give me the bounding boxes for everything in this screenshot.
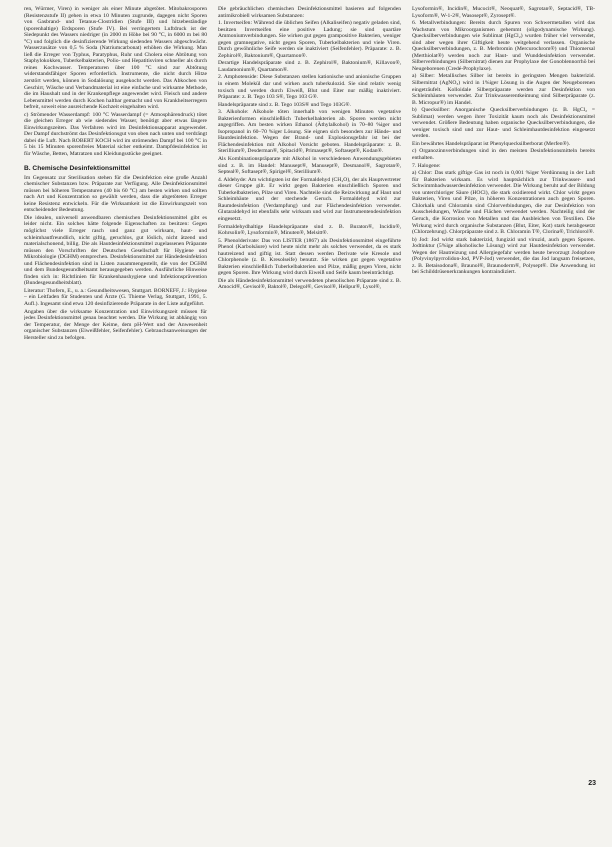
- paragraph: Die gebräuchlichen chemischen Desinfektionsmittel basieren auf folgenden antimikrobiell wirksamen Substanzen:: [218, 6, 401, 19]
- text-column-1: [24, 6, 207, 842]
- paragraph: b) Jod: Jod wirkt stark bakterizid, fungizid und viruzid, auch gegen Sporen. Jodtinktur (5%ige alkoholische Lösung) wird zur Hautdesinfektion verwendet. Wegen der Hautreizung und Allergiegefahr werden heute bevorzugt Jodophore (Polyvinylpyrrolidon-Jod, PVP-Jod) verwendet, die das Jod langsam freisetzen, z. B. Betaisodona®, Braunol®, Braunoderm®, Polysept®. Die Anwendung ist bei Schilddrüsenerkrankungen kontraindiziert.: [412, 236, 595, 276]
- paragraph: Als Kombinationspräparate mit Alkohol in verschiedenen Anwendungsgebieten sind z. B. im Handel: Manusept®, Manusept®, Desmanol®, Sagrotan®, Septeal®, Softasept®, Spirigel®, Sterillium®.: [218, 156, 401, 176]
- paragraph: Handelspräparate sind z. B. Tego 103S® und Tego 103G®.: [218, 101, 351, 108]
- spacer: [24, 159, 207, 163]
- text-column-2: [218, 6, 401, 842]
- paragraph: 4. Aldehyde: Am wichtigsten ist der Formaldehyd (CH₂O), der als Hauptvertreter dieser Gruppe gilt. Er wirkt gegen Bakterien einschließlich Sporen und Tuberkelbakterien, Pilze und Viren. Nachteile sind die Reizwirkung auf Haut und Schleimhäute und der stechende Geruch. Formaldehyd wird zur Raumdesinfektion (Verdampfung) und zur Flächendesinfektion verwendet. Glutaraldehyd ist ebenfalls sehr wirksam und wird zur Instrumentendesinfektion eingesetzt.: [218, 176, 401, 222]
- paragraph: 3. Alkohole: Alkohole töten innerhalb von wenigen Minuten vegetative Bakterienformen einschließlich Tuberkelbakterien ab. Sporen werden nicht angegriffen. Am besten wirken Ethanol (Äthylalkohol) in 70–80 %iger und Isopropanol in 60–70 %iger Lösung. Sie eignen sich besonders zur Hände- und Hautdesinfektion. Wegen der Brand- und Explosionsgefahr ist bei der Flächendesinfektion mit Alkohol Vorsicht geboten. Handelspräparate: z. B. Sterillium®, Desderman®, Spitacid®, Primasept®, Softasept®, Kodan®.: [218, 109, 401, 155]
- section-heading: B. Chemische Desinfektionsmittel: [24, 164, 131, 172]
- paragraph: b) Quecksilber: Anorganische Quecksilberverbindungen (z. B. HgCl₂ = Sublimat) werden wegen ihrer Toxizität kaum noch als Desinfektionsmittel verwendet. Größere Bedeutung haben organische Quecksilberverbindungen, die weniger toxisch sind und zur Haut- und Schleimhautdesinfektion eingesetzt werden.: [412, 107, 595, 140]
- paragraph: 5. Phenolderivate: Das von LISTER (1867) als Desinfektionsmittel eingeführte Phenol (Karbolsäure) wird heute nicht mehr als solches verwendet, da es stark hautreizend und giftig ist. Statt dessen werden Derivate wie Kresole und Chlorphenole (z. B. Kresolseife) benutzt. Sie wirken gut gegen vegetative Bakterien einschließlich Tuberkelbakterien und Pilze, mäßig gegen Viren, nicht gegen Sporen. Ihre Wirkung wird durch Eiweiß und Seife kaum beeinträchtigt.: [218, 237, 401, 277]
- paragraph: 1. Invertseifen: Während die üblichen Seifen (Alkaliseifen) negativ geladen sind, besitzen Invertseifen eine positive Ladung; sie sind quartäre Ammoniumverbindungen. Sie wirken gut gegen grampositive Bakterien, weniger gegen gramnegative, nicht gegen Sporen, Tuberkelbakterien und viele Viren. Durch gewöhnliche Seife werden sie inaktiviert (Seifenfehler). Präparate: z. B. Zephirol®, Baktonium®, Quartamon®.: [218, 20, 401, 59]
- paragraph: Literatur: Thofern, E., u. a.: Gesundheitswesen, Stuttgart. BORNEFF, J.: Hygiene – ein Leitfaden für Studenten und Ärzte (G. Thieme Verlag, Stuttgart, 1991, 5. Aufl.). Ingesamt sind etwa 120 desinfizierende Präparate in der Liste aufgeführt.: [24, 287, 207, 307]
- paragraph: ren, Würmer, Viren) in weniger als einer Minute abgetötet. Mitobakrosporen (Resistenzstufe II) gehen in etwa 10 Minuten zugrunde, dagegen nicht Sporen von Gasbrand- und Tetanus-Clostridien (Stufe III) und hitzebeständige (sporenhaltige) Erdsporen (Stufe IV). Bei verringertem Luftdruck ist der Siedepunkt des Wassers niedriger (in 2000 m Höhe bei 90 °C, in 6000 m bei 80 °C) und folglich die desinfizierende Wirkung siedenden Wassers abgeschwächt. Wasserzusätze von 0,5 % Soda (Natriumcarbonat) erhöhen die Wirkung. Man ließ die Erreger von Typhus, Paratyphus, Ruhr und Cholera eine Abtötung von Staphylokokken, Tuberkelbakterien, Polio- und Hepatitisviren schneller als durch reines Kochwasser. Temperaturen über 100 °C sind zur Abtötung widerstandsfähiger Sporen erforderlich. Instrumente, die nicht durch Hitze zerstört werden, können in Sodalösung ausgekocht werden. Das Abkochen von Geschirr, Wäsche und Verbandmaterial ist eine einfache und wirksame Methode, die im Haushalt und in der Krankenpflege angewendet wird. Fleisch und andere Lebensmittel werden durch Kochen haltbar gemacht und von Krankheitserregern befreit, soweit eine ausreichende Kochzeit eingehalten wird.: [24, 6, 207, 111]
- paragraph: 7. Halogene:: [412, 162, 441, 169]
- paragraph: c) Strömender Wasserdampf: 100 °C Wasserdampf (= Atmosphärendruck) tötet die gleichen Erreger ab wie siedendes Wasser, benötigt aber etwas längere Einwirkungszeiten. Das Verfahren wird im Desinfektionsapparat angewendet. Der Dampf durchströmt das Desinfektionsgut von oben nach unten und verdrängt dabei die Luft. Nach ROBERT KOCH wird im strömenden Dampf bei 100 °C in 5 bis 15 Minuten sporenfreies Material sicher entkeimt. Dampfdesinfektion ist für Wäsche, Betten, Matratzen und Kleidungsstücke geeignet.: [24, 111, 207, 158]
- paragraph: Derartige Handelspräparate sind z. B. Zephirol®, Baktonium®, Killavon®, Laudamonium®, Quartamon®.: [218, 60, 401, 73]
- paragraph: a) Silber: Metallisches Silber ist bereits in geringsten Mengen bakterizid. Silbernitrat (AgNO₃) wird in 1%iger Lösung in die Augen der Neugeborenen eingeträufelt. Kolloidale Silberpräparate werden zur Desinfektion von Schleimhäuten verwendet. Zur Trinkwasserentkeimung sind Silberpräparate (z. B. Micropur®) im Handel.: [412, 73, 595, 106]
- page-number: 23: [588, 780, 596, 787]
- paragraph: Formaldehydhaltige Handelspräparate sind z. B. Buraton®, Incidin®, Kohrsolin®, Lysoformin®, Minuten®, Melsitt®.: [218, 223, 401, 237]
- paragraph: Ein bewährtes Handelspräparat ist Phenylquecksilberborat (Merfen®).: [412, 140, 571, 147]
- paragraph: 6. Metallverbindungen: Bereits durch Spuren von Schwermetallen wird das Wachstum von Mikroorganismen gehemmt (oligodynamische Wirkung). Quecksilberverbindungen wie Sublimat (HgCl₂) wurden früher viel verwendet, sind aber wegen ihrer Giftigkeit heute weitgehend verlassen. Organische Quecksilberverbindungen, z. B. Merbromin (Mercurochrom®) und Thiomersal (Merthiolat®) werden noch zur Haut- und Wunddesinfektion verwendet. Silberverbindungen (Silbernitrat) dienen zur Prophylaxe der Gonoblennorrhö bei Neugeborenen (Credé-Prophylaxe).: [412, 20, 595, 72]
- text-column-3: [412, 6, 595, 842]
- paragraph: Lysoformin®, Incidin®, Mucocit®, Neoquat®, Sagrotan®, Septacid®, TB-Lysoform®, W-1-2®, Wasosept®, Zyrosept®.: [412, 6, 595, 19]
- paragraph: Angaben über die wirksame Konzentration und Einwirkungszeit müssen für jedes Desinfektionsmittel genau beachtet werden. Die Wirkung ist abhängig von der Temperatur, der Menge der Keime, dem pH-Wert und der Anwesenheit organischer Substanzen (Eiweißfehler, Seifenfehler). Gebrauchsanweisungen der Hersteller sind zu befolgen.: [24, 308, 207, 341]
- paragraph: 2. Amphotenside: Diese Substanzen stellen kationische und anionische Gruppen in einem Molekül dar und wirken auch tuberkulozid. Sie sind relativ wenig toxisch und werden durch Eiweiß, Blut und Eiter nur mäßig inaktiviert. Präparate: z. B. Tego 103 S®, Tego 103 G®.: [218, 74, 401, 101]
- paragraph: c) Organozinnverbindungen sind in den meisten Desinfektionsmitteln bereits enthalten.: [412, 148, 595, 162]
- paragraph: Im Gegensatz zur Sterilisation stehen für die Desinfektion eine große Anzahl chemischer Substanzen bzw. Präparate zur Verfügung. Alle Desinfektionsmittel müssen bei höheren Temperaturen (40 bis 60 °C) am besten wirken und sollten nach Art und Konzentration so gewählt werden, dass die abgetöteten Erreger keine Resistenz entwickeln. Für die Wirksamkeit ist die Einwirkungszeit von entscheidender Bedeutung.: [24, 174, 207, 214]
- paragraph: Die idealen, universell anwendbaren chemischen Desinfektionsmittel gibt es leider nicht. Ein solches hätte folgende Eigenschaften zu besitzen: Gegen möglichst viele Erreger rasch und ganz gut wirksam, haut- und schleimhautfreundlich, nicht giftig, geruchlos, gut löslich, nicht ätzend und materialschonend, billig. Die als Hautdesinfektionsmittel zugelassenen Präparate müssen den Vorschriften der Deutschen Gesellschaft für Hygiene und Mikrobiologie (DGHM) entsprechen. Desinfektionsmittel zur Händedesinfektion und Flächendesinfektion sind in Listen zusammengestellt, die von der DGHM und dem Bundesgesundheitsamt herausgegeben werden. Ausführliche Hinweise finden sich in: Richtlinien für Krankenhaushygiene und Infektionsprävention (Bundesgesundheitsblatt).: [24, 214, 207, 287]
- paragraph: Die als Händedesinfektionsmittel verwendeten phenolischen Präparate sind z. B. Amocid®, Gevisol®, Baktol®, Delegol®, Gevisol®, Helipur®, Lysol®,: [218, 277, 401, 291]
- paragraph: a) Chlor: Das stark giftige Gas ist noch in 0,001 %iger Verdünnung in der Luft für Bakterien wirksam. Es wird hauptsächlich zur Trinkwasser- und Schwimmbadwasserdesinfektion verwendet. Die Wirkung beruht auf der Bildung von unterchloriger Säure (HOCl), die stark oxidierend wirkt. Chlor wirkt gegen Bakterien, Viren und Pilze, in höheren Konzentrationen auch gegen Sporen. Chlorkalk und Chloramin sind Chlorverbindungen, die zur Desinfektion von Ausscheidungen, Wäsche und Flächen verwendet werden. Nachteilig sind der Geruch, die Korrosion von Metallen und das Ausbleichen von Textilien. Die Wirkung wird durch organische Substanzen (Blut, Eiter, Kot) stark herabgesetzt (Chlorzehrung). Chlorpräparate sind z. B. Chloramin T®, Clorina®, Trichlorol®.: [412, 170, 595, 236]
